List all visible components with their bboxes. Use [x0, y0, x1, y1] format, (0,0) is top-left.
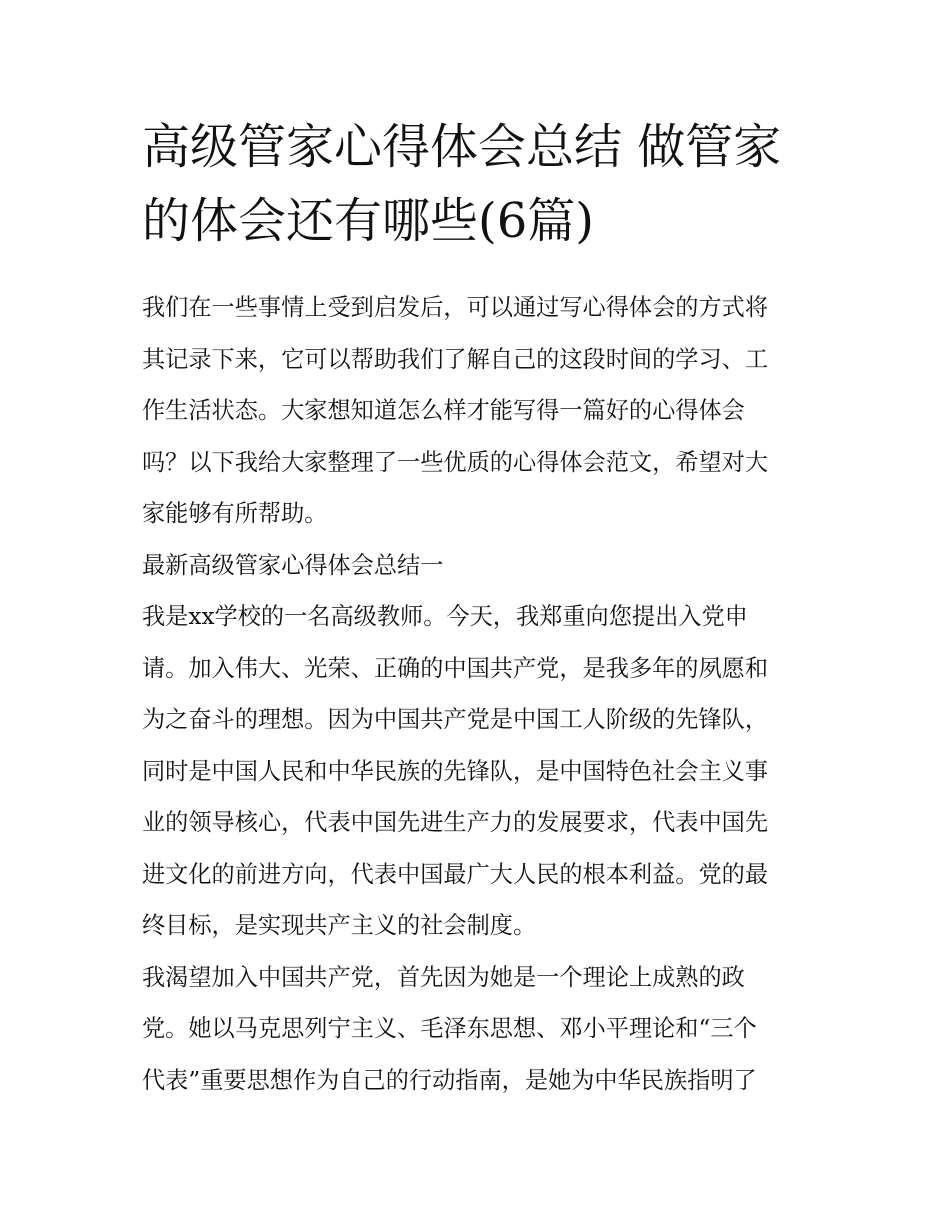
text-line: 最新高级管家心得体会总结一	[142, 551, 444, 579]
text-line: 家能够有所帮助。	[142, 500, 328, 527]
intro-paragraph	[142, 282, 814, 540]
body-paragraph-1	[142, 591, 814, 952]
text-line: 请。加入伟大、光荣、正确的中国共产党，是我多年的夙愿和	[142, 654, 769, 682]
text-line: 业的领导核心，代表中国先进生产力的发展要求，代表中国先	[142, 809, 769, 836]
text-line: 同时是中国人民和中华民族的先锋队，是中国特色社会主义事	[142, 757, 769, 785]
document-title	[142, 110, 814, 258]
title-line: 高级管家心得体会总结 做管家	[142, 119, 782, 175]
text-line: 作生活状态。大家想知道怎么样才能写得一篇好的心得体会	[142, 397, 745, 424]
text-line: 我们在一些事情上受到启发后，可以通过写心得体会的方式将	[142, 294, 769, 321]
document-body	[142, 282, 814, 1106]
document-page	[142, 110, 814, 1106]
text-line: 其记录下来，它可以帮助我们了解自己的这段时间的学习、工	[142, 345, 769, 373]
title-line: 的体会还有哪些(6篇)	[142, 193, 594, 249]
text-line: 为之奋斗的理想。因为中国共产党是中国工人阶级的先锋队，	[142, 706, 769, 733]
section-heading	[142, 540, 814, 592]
text-line: 党。她以马克思列宁主义、毛泽东思想、邓小平理论和“三个	[142, 1015, 757, 1042]
text-line: 进文化的前进方向，代表中国最广大人民的根本利益。党的最	[142, 860, 769, 888]
text-line: 终目标，是实现共产主义的社会制度。	[142, 912, 537, 939]
text-line: 我是xx学校的一名高级教师。今天，我郑重向您提出入党申	[142, 603, 748, 630]
body-paragraph-2	[142, 952, 814, 1107]
text-line: 我渴望加入中国共产党，首先因为她是一个理论上成熟的政	[142, 963, 745, 991]
text-line: 代表”重要思想作为自己的行动指南，是她为中华民族指明了	[142, 1066, 757, 1094]
text-line: 吗？以下我给大家整理了一些优质的心得体会范文，希望对大	[142, 448, 769, 476]
